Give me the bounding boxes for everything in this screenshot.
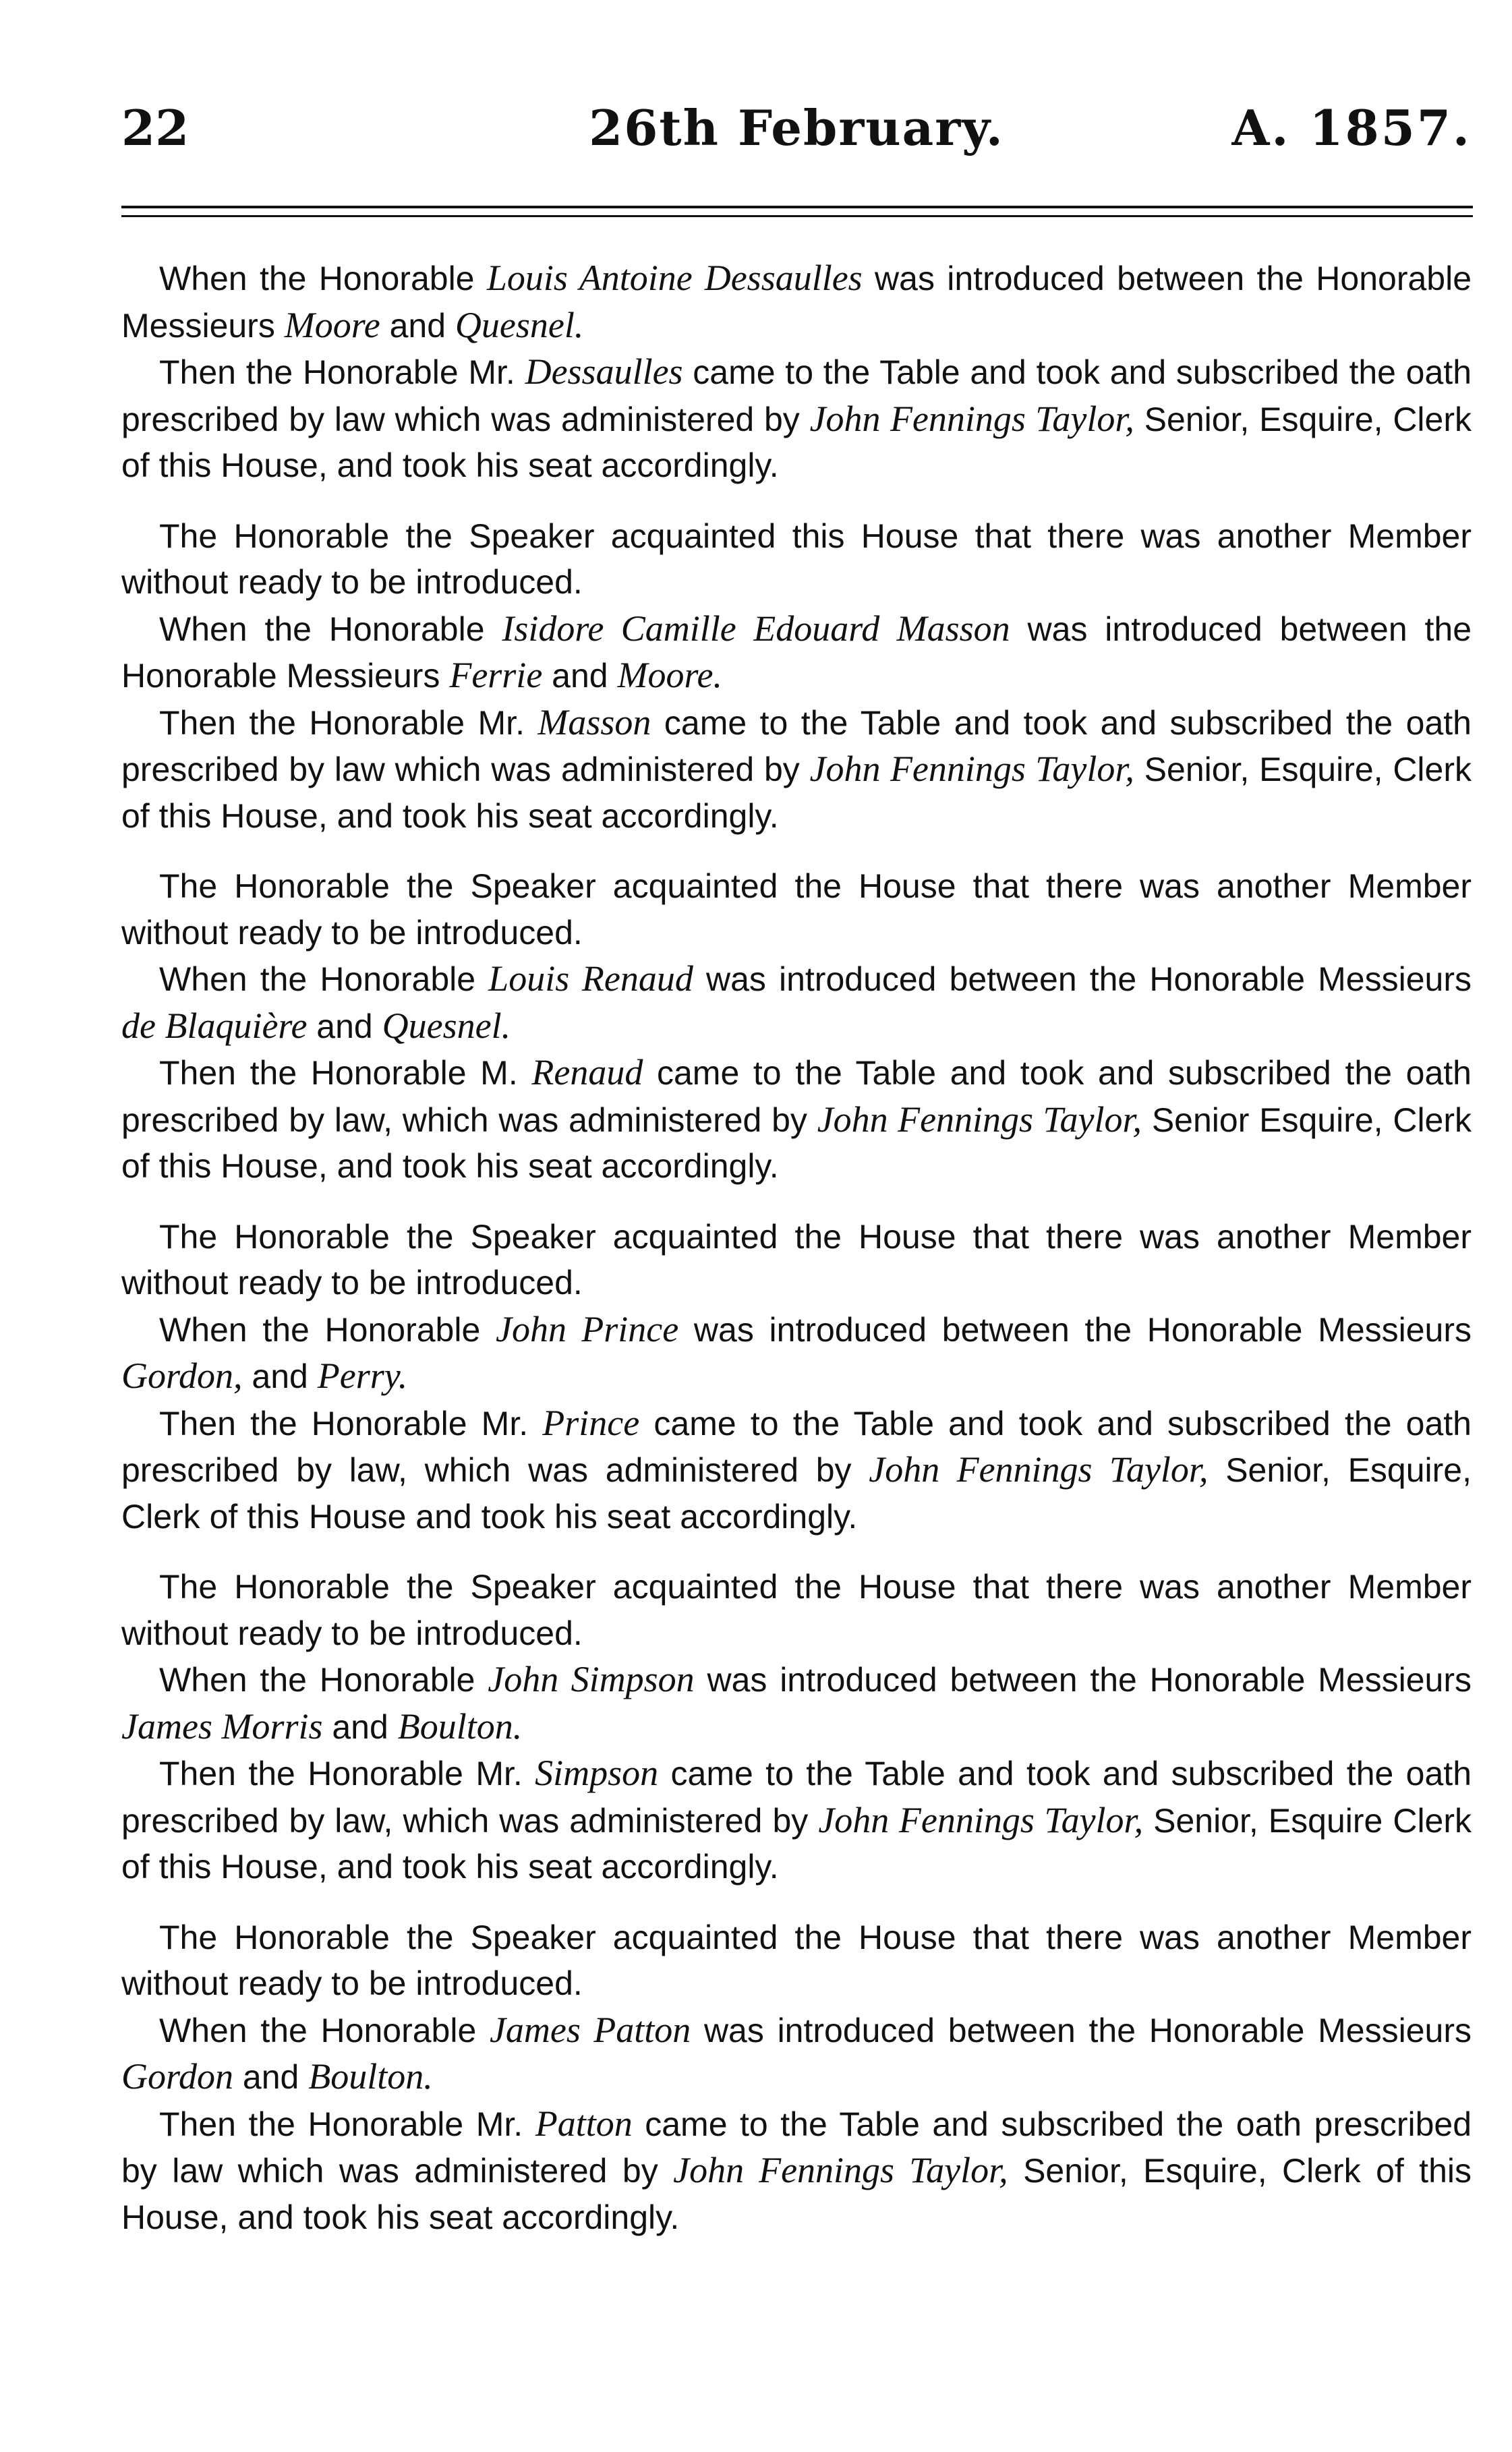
paragraph-text: Senior, Esquire, Clerk of this House, and took his seat accordingly. (121, 400, 1472, 484)
italic-name: John Fennings Taylor, (673, 2150, 1008, 2190)
entry-paragraph (121, 699, 1472, 840)
italic-name: Isidore Camille Edouard Masson (502, 608, 1010, 649)
paragraph-text: and (307, 1007, 382, 1045)
entry-paragraph (121, 1306, 1472, 1400)
italic-name: James Patton (489, 2009, 691, 2050)
paragraph-text: and (380, 306, 455, 345)
italic-name: John Fennings Taylor, (818, 1799, 1144, 1840)
italic-name: John Fennings Taylor, (869, 1449, 1209, 1490)
italic-name: John Fennings Taylor, (817, 1099, 1142, 1140)
paragraph-text: Senior, Esquire, Clerk of this House, and took his seat accordingly. (121, 751, 1472, 835)
entry-paragraph (121, 1049, 1472, 1190)
header-date: 26th February. (589, 99, 1004, 156)
italic-name: Moore (284, 304, 380, 345)
italic-name: Boulton. (397, 1705, 523, 1747)
paragraph-text: was introduced between the Honorable Messieurs (121, 260, 1472, 345)
italic-name: Prince (542, 1402, 640, 1443)
paragraph-text: came to the Table and took and subscribed the oath prescribed by law, which was administered by (121, 1755, 1472, 1840)
entry-paragraph (121, 1750, 1472, 1890)
italic-name: John Fennings Taylor, (809, 398, 1134, 439)
paragraph-text: Senior, Esquire Clerk of this House, and took his seat accordingly. (121, 1801, 1472, 1886)
entry-paragraph (121, 1656, 1472, 1750)
italic-name: Gordon (121, 2056, 234, 2097)
italic-name: Simpson (535, 1753, 659, 1793)
entry-group (121, 513, 1472, 840)
page-number: 22 (121, 99, 190, 156)
header-year: A. 1857. (1231, 99, 1472, 156)
paragraph-text: was introduced between the Honorable Messieurs (121, 610, 1472, 695)
paragraph-text: and (322, 1707, 398, 1746)
italic-name: Louis Antoine Dessaulles (486, 258, 863, 298)
paragraph-text: came to the Table and subscribed the oath prescribed by law which was administered by (121, 2105, 1472, 2190)
italic-name: Gordon, (121, 1355, 243, 1396)
paragraph-text: was introduced between the Honorable Messieurs (691, 2011, 1472, 2049)
paragraph-text: came to the Table and took and subscribed the oath prescribed by law, which was administered by (121, 1404, 1472, 1489)
paragraph-text: Then the Honorable Mr. (159, 2105, 535, 2143)
italic-name: Quesnel. (382, 1005, 511, 1046)
entry-group (121, 1564, 1472, 1890)
paragraph-text: When the Honorable (159, 2011, 490, 2049)
paragraph-text: The Honorable the Speaker acquainted the House that there was another Member without ready to be introduced. (121, 1217, 1472, 1302)
entry-paragraph (121, 1214, 1472, 1306)
paragraph-text: Then the Honorable Mr. (159, 1404, 543, 1442)
italic-name: Moore. (617, 655, 722, 695)
paragraph-text: Senior, Esquire, Clerk of this House and took his seat accordingly. (121, 1451, 1472, 1536)
rule-line-bottom (121, 215, 1473, 217)
paragraph-text: Then the Honorable M. (159, 1054, 532, 1092)
italic-name: de Blaquière (121, 1005, 308, 1046)
italic-name: Dessaulles (525, 351, 683, 392)
running-header (121, 81, 1472, 175)
paragraph-text: The Honorable the Speaker acquainted this House that there was another Member without ready to be introduced. (121, 517, 1472, 601)
rule-line-top (121, 206, 1473, 208)
paragraph-text: Senior Esquire, Clerk of this House, and took his seat accordingly. (121, 1101, 1472, 1185)
paragraph-text: When the Honorable (159, 1310, 496, 1349)
paragraph-text: The Honorable the Speaker acquainted the House that there was another Member without ready to be introduced. (121, 867, 1472, 952)
italic-name: John Fennings Taylor, (809, 749, 1134, 789)
paragraph-text: Then the Honorable Mr. (159, 353, 525, 391)
paragraph-text: and (233, 2058, 309, 2096)
entry-paragraph (121, 1400, 1472, 1540)
entry-paragraph (121, 1564, 1472, 1656)
entry-paragraph (121, 255, 1472, 349)
entry-paragraph (121, 2007, 1472, 2101)
entry-paragraph (121, 349, 1472, 489)
italic-name: Louis Renaud (488, 958, 693, 999)
paragraph-text: was introduced between the Honorable Messieurs (693, 960, 1472, 998)
entry-group (121, 1915, 1472, 2241)
entry-paragraph (121, 956, 1472, 1049)
paragraph-text: When the Honorable (159, 260, 487, 297)
entry-paragraph (121, 863, 1472, 956)
paragraph-text: and (542, 657, 618, 695)
italic-name: Perry. (317, 1355, 408, 1396)
header-double-rule (121, 206, 1473, 221)
paragraph-text: came to the Table and took and subscribed the oath prescribed by law which was administered by (121, 703, 1472, 788)
paragraph-text: came to the Table and took and subscribed the oath prescribed by law, which was administered by (121, 1054, 1472, 1139)
paragraph-text: was introduced between the Honorable Messieurs (678, 1310, 1472, 1349)
entry-group (121, 1214, 1472, 1540)
journal-body (121, 255, 1472, 2240)
entry-group (121, 863, 1472, 1190)
italic-name: John Prince (495, 1308, 679, 1349)
paragraph-text: was introduced between the Honorable Messieurs (694, 1661, 1472, 1699)
paragraph-text: Then the Honorable Mr. (159, 1755, 535, 1792)
italic-name: Boulton. (308, 2056, 433, 2097)
paragraph-text: Then the Honorable Mr. (159, 703, 538, 742)
entry-group (121, 255, 1472, 489)
paragraph-text: and (242, 1358, 318, 1395)
paragraph-text: The Honorable the Speaker acquainted the House that there was another Member without ready to be introduced. (121, 1568, 1472, 1652)
entry-paragraph (121, 513, 1472, 606)
paragraph-text: The Honorable the Speaker acquainted the House that there was another Member without ready to be introduced. (121, 1918, 1472, 2002)
entry-paragraph (121, 606, 1472, 699)
entry-paragraph (121, 1915, 1472, 2007)
italic-name: Patton (535, 2103, 633, 2144)
italic-name: James Morris (121, 1705, 323, 1747)
italic-name: Masson (537, 701, 651, 742)
italic-name: Quesnel. (455, 304, 584, 345)
paragraph-text: When the Honorable (159, 960, 489, 998)
paragraph-text: came to the Table and took and subscribed the oath prescribed by law which was administered by (121, 353, 1472, 438)
italic-name: John Simpson (488, 1659, 695, 1699)
paragraph-text: When the Honorable (159, 1661, 488, 1699)
paragraph-text: When the Honorable (159, 610, 502, 648)
paragraph-text: Senior, Esquire, Clerk of this House, and took his seat accordingly. (121, 2152, 1472, 2236)
italic-name: Renaud (531, 1052, 643, 1092)
italic-name: Ferrie (449, 655, 543, 695)
entry-paragraph (121, 2101, 1472, 2241)
